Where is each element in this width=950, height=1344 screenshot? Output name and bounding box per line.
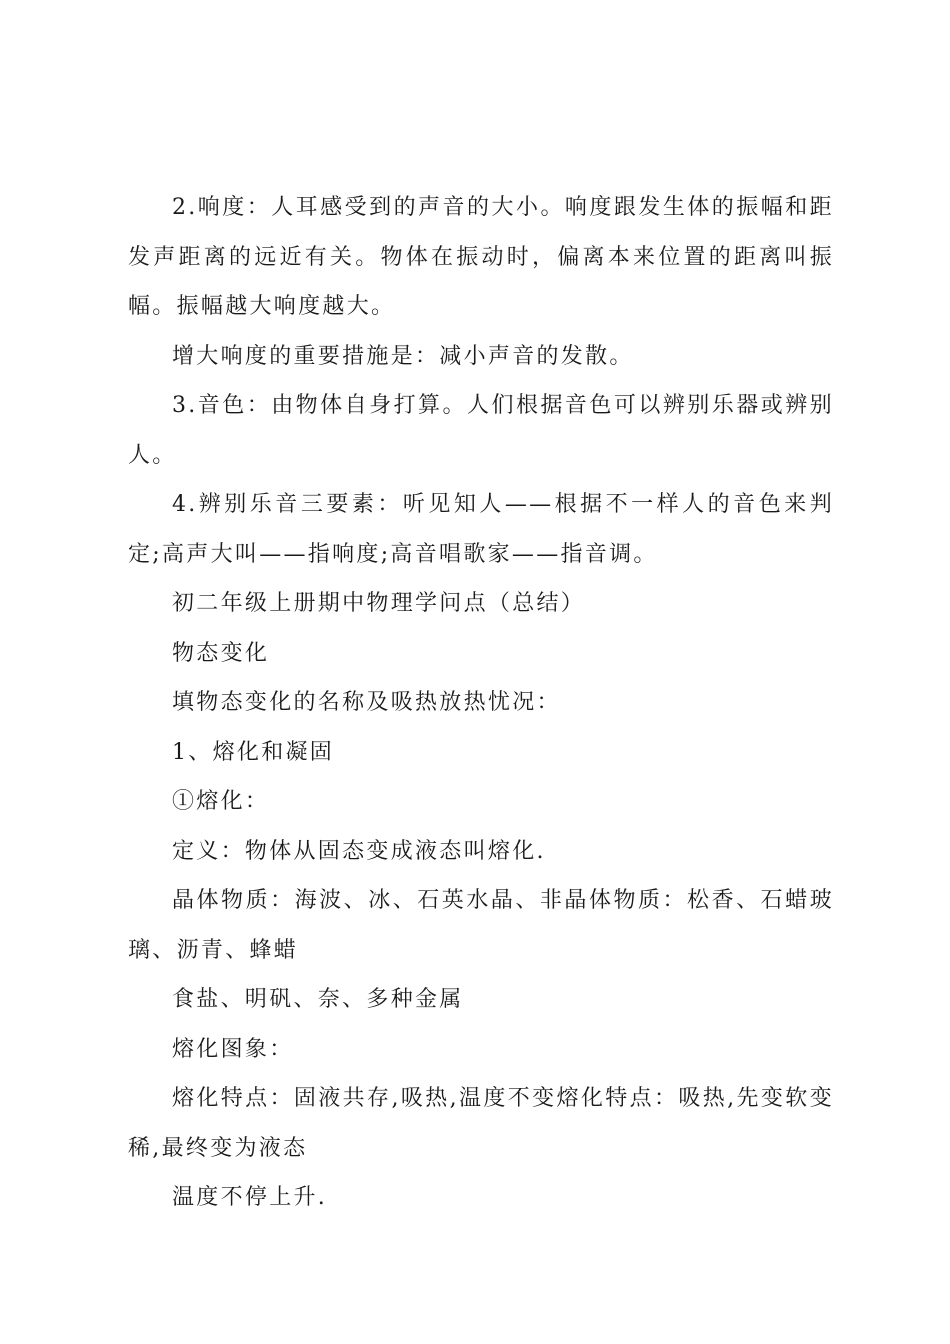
section-title: 初二年级上册期中物理学问点（总结） bbox=[172, 591, 586, 616]
paragraph-crystal-examples: 食盐、明矾、奈、多种金属 bbox=[172, 987, 464, 1012]
paragraph-timbre: 3.音色：由物体自身打算。人们根据音色可以辨别乐器或辨别人。 bbox=[128, 393, 834, 468]
paragraph-three-elements: 4.辨别乐音三要素：听见知人——根据不一样人的音色来判定;高声大叫——指响度;高音唱歌家——指音调。 bbox=[128, 492, 834, 567]
heading-melting: ①熔化： bbox=[172, 789, 270, 814]
paragraph-instruction: 填物态变化的名称及吸热放热忧况： bbox=[172, 690, 561, 715]
paragraph-temperature-rise: 温度不停上升. bbox=[172, 1185, 328, 1210]
document-body bbox=[128, 183, 834, 1223]
subsection-title: 物态变化 bbox=[172, 640, 270, 666]
paragraph-melting-features: 熔化特点：固液共存,吸热,温度不变熔化特点：吸热,先变软变稀,最终变为液态 bbox=[128, 1086, 834, 1161]
paragraph-melting-graph: 熔化图象： bbox=[172, 1036, 294, 1062]
paragraph-increase-loudness: 增大响度的重要措施是：减小声音的发散。 bbox=[172, 343, 634, 369]
paragraph-definition: 定义：物体从固态变成液态叫熔化. bbox=[172, 838, 546, 864]
heading-melting-solidifying: 1、熔化和凝固 bbox=[172, 739, 335, 765]
paragraph-loudness: 2.响度：人耳感受到的声音的大小。响度跟发生体的振幅和距发声距离的远近有关。物体在振动时，偏离本来位置的距离叫振幅。振幅越大响度越大。 bbox=[128, 195, 834, 319]
paragraph-crystal-substances: 晶体物质：海波、冰、石英水晶、非晶体物质：松香、石蜡玻璃、沥青、蜂蜡 bbox=[128, 888, 834, 963]
